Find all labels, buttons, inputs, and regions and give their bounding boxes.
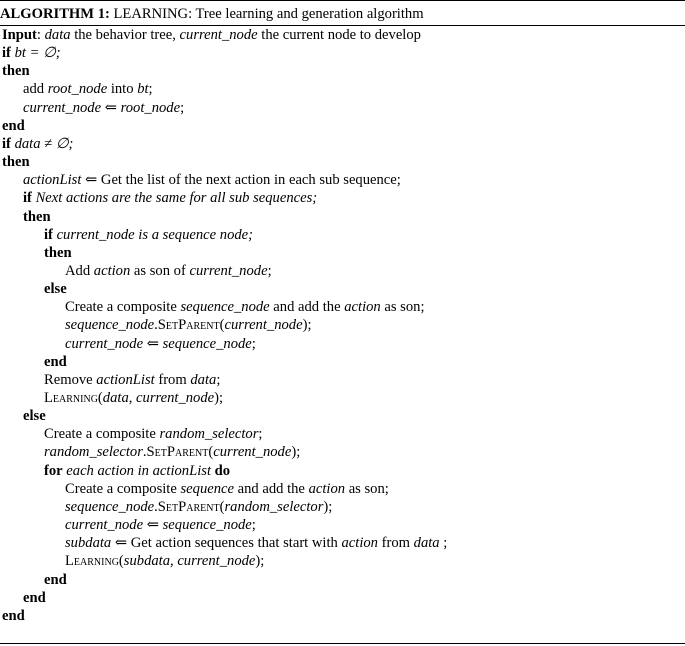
- algorithm-caption: [0, 4, 424, 24]
- line-text: P: [178, 498, 187, 515]
- keyword: if: [2, 45, 11, 62]
- variable-text: root_node: [120, 99, 181, 116]
- line-text: ⇐: [143, 335, 163, 352]
- variable-text: current_node: [23, 99, 102, 116]
- keyword: then: [2, 154, 30, 171]
- line-text: ;: [267, 262, 272, 279]
- line-text: .S: [154, 317, 166, 334]
- algorithm-line: [65, 262, 272, 280]
- variable-text: data: [44, 27, 71, 43]
- algorithm-line: [44, 425, 262, 443]
- algorithm-line: [23, 99, 184, 117]
- algorithm-line: [2, 26, 421, 44]
- line-text: P: [178, 317, 187, 334]
- line-text: as son;: [380, 299, 425, 316]
- line-text: );: [214, 390, 224, 406]
- algorithm-line: [65, 552, 264, 570]
- line-text: P: [166, 444, 176, 461]
- line-text: and add the: [269, 299, 345, 316]
- line-text: ⇐ Get action sequences that start with: [111, 535, 342, 552]
- variable-text: current_node: [177, 553, 256, 570]
- line-text: );: [291, 444, 301, 461]
- line-text: );: [302, 317, 312, 334]
- line-text: (: [219, 317, 225, 334]
- keyword: Input: [2, 27, 37, 43]
- line-text: into: [107, 81, 138, 98]
- variable-text: sequence: [180, 480, 234, 497]
- algorithm-line: [65, 335, 256, 353]
- line-text: arent: [186, 317, 220, 334]
- variable-text: sequence_node: [162, 517, 252, 534]
- algorithm-line: [2, 607, 25, 625]
- algorithm-line: [23, 208, 51, 226]
- line-text: ;: [180, 99, 185, 116]
- variable-text: sequence_node: [65, 317, 155, 334]
- keyword: end: [2, 117, 25, 134]
- line-text: et: [154, 444, 167, 461]
- line-text: Add: [65, 262, 94, 279]
- line-text: arent: [186, 498, 220, 515]
- variable-text: random_selector: [44, 444, 143, 461]
- line-text: ;: [216, 371, 221, 388]
- variable-text: current_node: [65, 517, 144, 534]
- algorithm-line: [44, 244, 72, 262]
- keyword: else: [44, 281, 67, 298]
- line-text: .S: [154, 498, 166, 515]
- algorithm-line: [2, 117, 25, 135]
- variable-text: random_selector: [159, 426, 259, 443]
- line-text: (: [97, 390, 103, 406]
- variable-text: current_node: [189, 262, 268, 279]
- keyword: then: [44, 244, 72, 261]
- variable-text: action: [341, 535, 378, 552]
- algorithm-line: [44, 226, 253, 244]
- algorithm-line: [44, 371, 220, 389]
- algorithm-line: [65, 516, 256, 534]
- keyword: end: [23, 589, 46, 606]
- variable-text: bt: [14, 45, 26, 62]
- keyword: else: [23, 408, 46, 425]
- line-text: L: [65, 553, 74, 570]
- algorithm-line: [65, 298, 425, 316]
- line-text: the behavior tree,: [70, 27, 180, 43]
- algorithm-line: [65, 534, 447, 552]
- line-text: Remove: [44, 371, 97, 388]
- line-text: Create a composite: [65, 480, 181, 497]
- algorithm-line: [44, 280, 67, 298]
- variable-text: random_selector: [224, 498, 324, 515]
- algorithm-line: [44, 389, 223, 407]
- keyword: end: [44, 353, 67, 370]
- variable-text: sequence_node: [180, 299, 270, 316]
- keyword: for: [44, 462, 63, 479]
- bottom-rule: [0, 643, 685, 644]
- algorithm-line: [44, 443, 300, 461]
- top-rule: [0, 0, 685, 1]
- variable-text: current_node: [65, 335, 144, 352]
- variable-text: current_node: [224, 317, 303, 334]
- keyword: end: [2, 607, 25, 624]
- algorithm-line: [23, 589, 46, 607]
- keyword: if: [2, 135, 11, 152]
- line-text: );: [255, 553, 265, 570]
- algorithm-line: [44, 462, 230, 480]
- line-text: ⇐: [101, 99, 121, 116]
- variable-text: current_node: [213, 444, 292, 461]
- variable-text: actionList: [23, 172, 82, 189]
- algorithm-line: [65, 316, 312, 334]
- line-text: the current node to develop: [257, 27, 421, 43]
- line-text: et: [165, 498, 179, 515]
- algorithm-line: [2, 135, 73, 153]
- line-text: .S: [142, 444, 155, 461]
- variable-text: data: [102, 390, 129, 406]
- algorithm-line: [44, 571, 67, 589]
- line-text: Create a composite: [44, 426, 160, 443]
- line-text: earning: [52, 390, 98, 406]
- line-text: as son;: [345, 480, 389, 497]
- variable-text: sequence_node: [65, 498, 155, 515]
- line-text: ;: [251, 335, 256, 352]
- line-text: (: [208, 444, 214, 461]
- variable-text: action: [93, 262, 131, 279]
- line-text: ;: [148, 81, 153, 98]
- line-text: ⇐: [143, 517, 163, 534]
- variable-text: current_node: [136, 390, 215, 406]
- variable-text: = ∅;: [25, 45, 61, 62]
- line-text: from: [154, 371, 191, 388]
- algorithm-line: [2, 62, 30, 80]
- variable-text: data: [14, 135, 41, 152]
- variable-text: subdata: [65, 535, 112, 552]
- algorithm-line: [2, 153, 30, 171]
- line-text: ,: [170, 553, 178, 570]
- line-text: ;: [439, 535, 448, 552]
- algorithm-line: [23, 407, 46, 425]
- keyword: end: [44, 571, 67, 588]
- variable-text: ≠ ∅;: [40, 135, 74, 152]
- algorithm-line: [23, 80, 153, 98]
- variable-text: subdata: [123, 553, 171, 570]
- variable-text: current_node: [179, 27, 258, 43]
- line-text: and add the: [233, 480, 309, 497]
- variable-text: current_node is a sequence node;: [56, 226, 253, 243]
- keyword: do: [214, 462, 231, 479]
- keyword: if: [23, 190, 32, 207]
- line-text: L: [44, 390, 53, 406]
- algorithm-line: [23, 189, 317, 207]
- keyword: then: [23, 208, 51, 225]
- variable-text: action: [344, 299, 381, 316]
- line-text: as son of: [130, 262, 190, 279]
- algorithm-line: [2, 44, 61, 62]
- line-text: ;: [251, 517, 256, 534]
- line-text: (: [219, 498, 225, 515]
- variable-text: root_node: [47, 81, 108, 98]
- line-text: from: [377, 535, 414, 552]
- variable-text: bt: [137, 81, 149, 98]
- algorithm-line: [65, 480, 389, 498]
- line-text: arent: [175, 444, 209, 461]
- line-text: et: [165, 317, 179, 334]
- line-text: ⇐ Get the list of the next action in each sub sequence;: [81, 172, 401, 189]
- caption-text: LEARNING: Tree learning and generation algorithm: [113, 6, 424, 22]
- line-text: );: [323, 498, 333, 515]
- variable-text: each action in actionList: [66, 462, 212, 479]
- keyword: if: [44, 226, 53, 243]
- line-text: (: [118, 553, 124, 570]
- variable-text: sequence_node: [162, 335, 252, 352]
- variable-text: Next actions are the same for all sub sequences;: [35, 190, 318, 207]
- caption-label: ALGORITHM 1:: [0, 6, 110, 22]
- variable-text: data: [190, 371, 217, 388]
- algorithm-line: [44, 353, 67, 371]
- line-text: earning: [73, 553, 119, 570]
- line-text: :: [36, 27, 45, 43]
- algorithm-line: [65, 498, 332, 516]
- variable-text: action: [308, 480, 346, 497]
- line-text: ,: [128, 390, 137, 406]
- line-text: ;: [258, 426, 263, 443]
- algorithm-line: [23, 171, 401, 189]
- variable-text: actionList: [96, 371, 155, 388]
- line-text: add: [23, 81, 48, 98]
- line-text: Create a composite: [65, 299, 181, 316]
- keyword: then: [2, 63, 30, 80]
- variable-text: data: [413, 535, 440, 552]
